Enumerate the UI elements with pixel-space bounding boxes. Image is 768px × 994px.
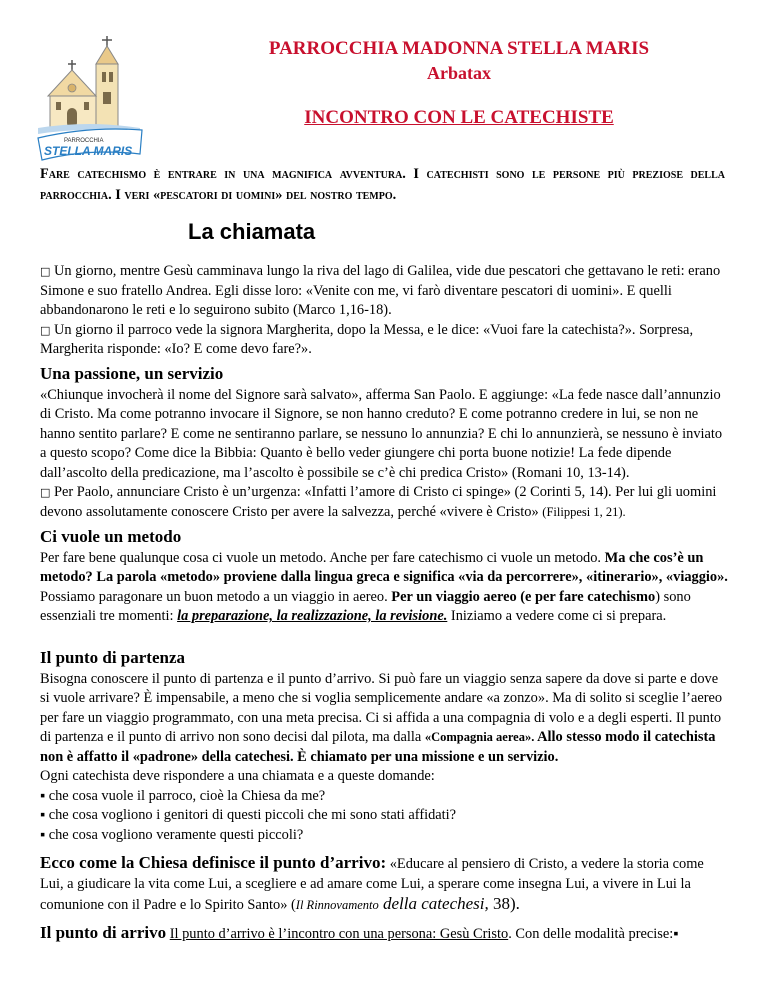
list-item: ▪ che cosa vogliono i genitori di questi piccoli che mi sono stati affidati? (40, 807, 457, 823)
arrivo-lead: Il punto di arrivo (40, 923, 167, 942)
intro-paragraph: Fare catechismo è entrare in una magnifica avventura. I catechisti sono le persone più preziose della parrocchia. I veri «pescatori di uomini» del nostro tempo. (40, 166, 725, 203)
parish-name: PARROCCHIA MADONNA STELLA MARIS (268, 38, 650, 59)
three-moments: la preparazione, la realizzazione, la revisione. (177, 608, 448, 624)
section-metodo (40, 527, 728, 627)
chiamata-paragraph-1: □ Un giorno, mentre Gesù camminava lungo la riva del lago di Galilea, vide due pescatori che gettavano le reti: erano Simone e suo fratello Andrea. Egli disse loro: «Venite con me, vi farò diventare pescatori di uomini». E quelli abbandonarono le reti e lo seguirono subito (Marco 1,16-18). (40, 263, 721, 318)
church-icon (38, 36, 140, 134)
section-title-metodo: Ci vuole un metodo (40, 527, 182, 546)
section-passione (40, 364, 728, 522)
stella-maris-ribbon (38, 129, 142, 160)
checkbox-bullet-icon: □ (40, 265, 51, 278)
list-item: ▪ che cosa vogliono veramente questi piccoli? (40, 826, 304, 843)
section-definizione (40, 853, 728, 915)
philippians-reference: (Filippesi 1, 21). (542, 504, 626, 519)
meeting-title: INCONTRO CON LE CATECHISTE (304, 107, 614, 128)
section-title-passione: Una passione, un servizio (40, 364, 224, 383)
arrivo-paragraph: Il punto di arrivo Il punto d’arrivo è l’incontro con una persona: Gesù Cristo. Con delle modalità precise:▪ (40, 923, 679, 942)
checkbox-bullet-icon: □ (40, 323, 51, 337)
section-partenza (40, 648, 728, 845)
section-arrivo (40, 923, 728, 944)
parish-logo (34, 34, 144, 164)
list-item: ▪ che cosa vuole il parroco, cioè la Chiesa da me? (40, 787, 326, 804)
partenza-questions-intro: Ogni catechista deve rispondere a una chiamata e a queste domande: (40, 768, 435, 784)
section-chiamata (40, 262, 728, 360)
definizione-lead: Ecco come la Chiesa definisce il punto d’arrivo: (40, 853, 387, 872)
checkbox-bullet-icon: □ (40, 486, 51, 499)
definizione-paragraph: Ecco come la Chiesa definisce il punto d’arrivo: «Educare al pensiero di Cristo, a vedere la storia come Lui, a giudicare la vita come Lui, a scegliere e ad amare come Lui, a sperare come insegna Lui, a vivere in Lui la comunione con il Padre e lo Spirito Santo» (Il Rinnovamento della catechesi, 38). (40, 853, 704, 913)
logo-ribbon-small: PARROCCHIA (64, 138, 104, 144)
section-title-chiamata: La chiamata (188, 219, 316, 244)
passione-paragraph-2: □ Per Paolo, annunciare Cristo è un’urgenza: «Infatti l’amore di Cristo ci spinge» (2 Corinti 5, 14). Per lui gli uomini devono assolutamente conoscere Cristo per avere la salvezza, perché «vivere è Cristo» (Filippesi 1, 21). (40, 484, 717, 520)
metodo-paragraph: Per fare bene qualunque cosa ci vuole un metodo. Anche per fare catechismo ci vuole un metodo. Ma che cos’è un metodo? La parola «metodo» proviene dalla lingua greca e significa «via da percorrere», «itinerario», «viaggio». Possiamo paragonare un buon metodo a un viaggio in aereo. Per un viaggio aereo (e per fare catechismo) sono essenziali tre momenti: la preparazione, la realizzazione, la revisione. Iniziamo a vedere come ci si prepara. (40, 549, 728, 624)
partenza-paragraph: Bisogna conoscere il punto di partenza e il punto d’arrivo. Si può fare un viaggio senza sapere da dove si parte e dove si vuole arrivare? È impensabile, a meno che si voglia semplicemente andare «a zonzo». Ma di solito si sceglie l’aereo per fare un viaggio programmato, con una meta precisa. Ci si affida a una compagnia di volo e a degli esperti. Il punto di partenza e il punto di arrivo non sono decisi dal pilota, ma dalla «Compagnia aerea». Allo stesso modo il catechista non è affatto il «padrone» della catechesi. È chiamato per una missione e un servizio. (40, 670, 723, 765)
parish-town: Arbatax (427, 63, 491, 83)
passione-paragraph-1: «Chiunque invocherà il nome del Signore sarà salvato», afferma San Paolo. E aggiunge: «La fede nasce dall’annunzio di Cristo. Ma come potranno invocare il Signore, se non hanno creduto? E come potranno credere in lui, se non ne hanno sentito parlare? E come ne sentiranno parlare, se nessuno lo annunzia? E chi lo annunzierà, se nessuno è inviato a questo scopo? Come dice la Bibbia: Quanto è bello veder giungere chi porta buone notizie! La fede dipende dall’ascolto della predicazione, ma l’ascolto è possibile se c’è chi predica Cristo» (Romani 10, 13-14). (40, 386, 723, 481)
chiamata-paragraph-2: □ Un giorno il parroco vede la signora Margherita, dopo la Messa, e le dice: «Vuoi fare la catechista?». Sorpresa, Margherita risponde: «Io? E come devo fare?». (40, 321, 694, 357)
logo-ribbon-large: STELLA MARIS (44, 144, 133, 158)
section-title-partenza: Il punto di partenza (40, 648, 185, 667)
